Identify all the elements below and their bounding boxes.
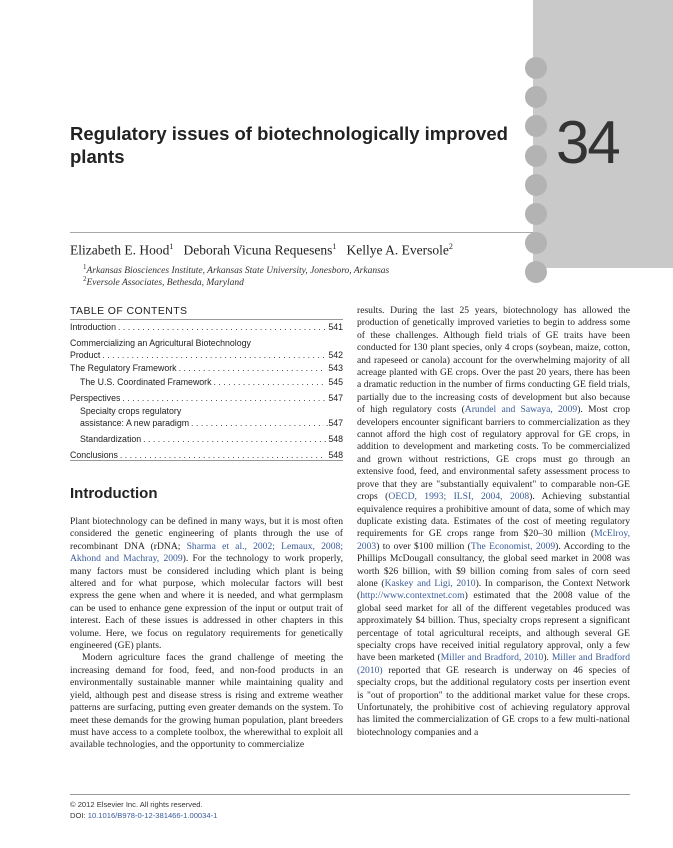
toc-entry-introduction[interactable]: Introduction . . . 541 bbox=[70, 322, 343, 335]
dot bbox=[525, 174, 547, 196]
decorative-dots bbox=[525, 57, 547, 291]
divider bbox=[70, 460, 343, 461]
paragraph: results. During the last 25 years, biotechnology has allowed the production of genetically improved varieties to begin to address some of these challenges. Although field trials of GE traits have been conducted for 130 plant species, only 4 crops (soybean, maize, cotton, and rapeseed or canola) account for the overwhelming majority of all acreage planted with GE crops. Over the past 20 years, there has been a dramatic reduction in the number of firms conducting GE field trials, partially due to the increasing costs of development but also because of high regulatory costs (Arundel and Sawaya, 2009). Most crop developers encounter significant barriers to commercialization as they cannot afford the high cost of regulatory approval for GE crops, in addition to development and marketing costs. To be commercialized and grown without restrictions, GE crops must go through an extensive food, feed, and environmental safety assessment process to prove that they are "substantially equivalent" to comparable non-GE crops (OECD, 1993; ILSI, 2004, 2008). Achieving substantial equivalence requires a prohibitive amount of data, some of which may duplicate existing data. Estimates of the cost of meeting regulatory requirements for GE crops range from $20–30 million (McElroy, 2003) to over $100 million (The Economist, 2009). According to the Phillips McDougall consultancy, the global seed market in 2008 was worth $26 billion, with $9 billion coming from sales of corn seed alone (Kaskey and Ligi, 2010). In comparison, the Context Network (http://www.contextnet.com) estimated that the 2008 value of the global seed market for all of the different vegetables produced was approximately $4 billion. Thus, specialty crops represent a significant percentage of total agricultural receipts, and although several GE specialty crops have received initial regulatory approval, only a few have been marketed (Miller and Bradford, 2010). Miller and Bradford (2010) reported that GE research is underway on 46 species of specialty crops, but the additional regulatory costs per insertion event is "out of proportion" to the additional market value for these crops. Unfortunately, the prohibitive cost of achieving regulatory approval has limited the commercialization of GE crops to a few multi-national biotechnology companies and a bbox=[357, 305, 631, 738]
chapter-title: Regulatory issues of biotechnologically improved plants bbox=[70, 123, 508, 167]
dot bbox=[525, 232, 547, 254]
dot bbox=[525, 203, 547, 225]
table-of-contents bbox=[70, 322, 343, 464]
chapter-number: 34 bbox=[556, 109, 619, 176]
citation-link[interactable]: OECD, 1993; ILSI, 2004, 2008 bbox=[388, 491, 530, 503]
affiliation: $^1$Arkansas Biosciences Institute, Arkansas State University, Jonesboro, Arkansas bbox=[83, 263, 390, 277]
toc-entry-perspectives[interactable]: Perspectives . . . 547 bbox=[70, 393, 343, 406]
dot bbox=[525, 57, 547, 79]
author-name: Deborah Vicuna Requesens bbox=[183, 242, 333, 258]
toc-entry-commercializing[interactable]: Product . . . 542 bbox=[70, 350, 343, 363]
dot bbox=[525, 86, 547, 108]
dot bbox=[525, 261, 547, 283]
citation-link[interactable]: Sharma et al., 2002; Lemaux, 2008; Akhond and Machray, 2009 bbox=[70, 540, 343, 565]
author-name: Kellye A. Eversole bbox=[346, 242, 449, 258]
url-link[interactable]: http://www.contextnet.com bbox=[360, 590, 465, 602]
author-list: Elizabeth E. Hood$^1$ Deborah Vicuna Requesens$^1$ Kellye A. Eversole$^2$ bbox=[70, 242, 453, 258]
toc-entry-regulatory-framework[interactable]: The Regulatory Framework . . . 543 bbox=[70, 363, 343, 376]
dot bbox=[525, 115, 547, 137]
author-name: Elizabeth E. Hood bbox=[70, 242, 170, 258]
divider bbox=[70, 794, 630, 795]
affiliation: $^2$Eversole Associates, Bethesda, Maryland bbox=[83, 275, 244, 289]
citation-link[interactable]: Miller and Bradford, 2010 bbox=[440, 652, 544, 664]
citation-link[interactable]: McElroy, 2003 bbox=[357, 528, 630, 552]
page-footer bbox=[70, 799, 217, 821]
citation-link[interactable]: The Economist, 2009 bbox=[470, 540, 556, 552]
citation-link[interactable]: Miller and Bradford (2010) bbox=[357, 652, 631, 676]
doi-link[interactable]: 10.1016/B978-0-12-381466-1.00034-1 bbox=[87, 811, 218, 820]
copyright: © 2012 Elsevier Inc. All rights reserved. bbox=[70, 800, 203, 809]
toc-entry-line: Commercializing an Agricultural Biotechnology bbox=[70, 338, 251, 349]
toc-entry-standardization[interactable]: Standardization . . . 548 bbox=[70, 434, 343, 447]
toc-entry-conclusions[interactable]: Conclusions . . . 548 bbox=[70, 450, 343, 463]
divider bbox=[70, 232, 533, 233]
citation-link[interactable]: Kaskey and Ligi, 2010 bbox=[384, 577, 476, 589]
toc-entry-specialty-crops[interactable]: assistance: A new paradigm . . . .547 bbox=[70, 418, 343, 431]
toc-entry-us-coordinated-framework[interactable]: The U.S. Coordinated Framework . . . 545 bbox=[70, 377, 343, 390]
right-column-text bbox=[357, 305, 630, 739]
dot bbox=[525, 145, 547, 167]
citation-link[interactable]: Arundel and Sawaya, 2009 bbox=[464, 404, 578, 416]
left-column-text bbox=[70, 516, 343, 752]
doi: DOI: 10.1016/B978-0-12-381466-1.00034-1 bbox=[70, 811, 218, 820]
toc-heading: TABLE OF CONTENTS bbox=[70, 305, 188, 317]
divider bbox=[70, 319, 343, 320]
section-heading: Introduction bbox=[70, 485, 158, 502]
paragraph: Plant biotechnology can be defined in many ways, but it is most often considered the genetic engineering of plants through the use of recombinant DNA (rDNA; Sharma et al., 2002; Lemaux, 2008; Akhond and Machray, 2009). For the technology to work properly, many factors must be considered including which plant is being altered and for what purpose, which molecular factors will best express the gene when and where it is needed, and what germplasm can be used to enhance gene expression of the input or output trait of interest. Each of these issues is addressed in other chapters in this volume. Here, we focus on regulatory requirements for genetically engineered (GE) plants. bbox=[70, 516, 343, 652]
paragraph: Modern agriculture faces the grand challenge of meeting the increasing demand for food, feed, and non-food products in an environmentally sustainable manner while maintaining quality and yield, although pest and disease stress is rising and extreme weather patterns are surfacing, putting even greater demands on the system. To meet these demands for the growing human population, plant breeders must have access to a complete toolbox, the wherewithal to exploit all available technologies, and the opportunity to commercialize bbox=[70, 652, 343, 751]
toc-entry-line: Specialty crops regulatory bbox=[80, 405, 182, 416]
